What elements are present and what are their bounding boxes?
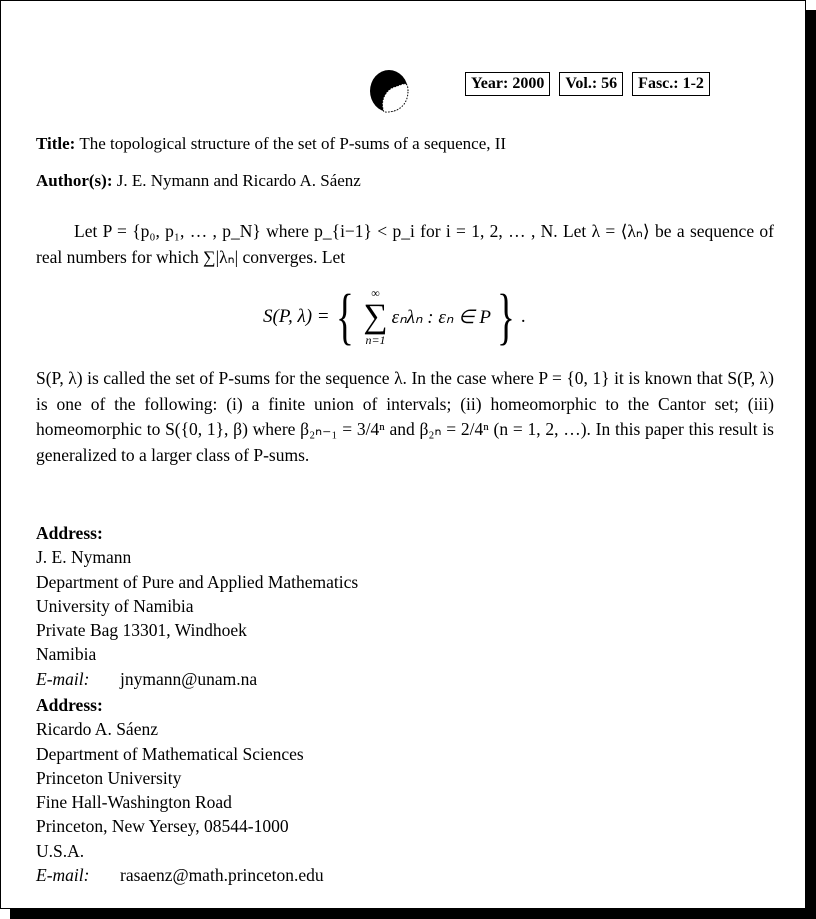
sum-upper-limit: ∞ [371,286,380,300]
email-address[interactable]: jnymann@unam.na [120,668,258,689]
abstract-paragraph-1: Let P = {p₀, p₁, … , p_N} where p_{i−1} < p_i for i = 1, 2, … , N. Let λ = ⟨λₙ⟩ be a sequence of real numbers for which ∑|λₙ| converges. Let [36,221,774,267]
equation-lhs: S(P, λ) = [263,306,330,327]
left-brace: { [335,283,354,351]
address-line: Fine Hall-Washington Road [36,792,232,813]
address-block-1 [36,521,358,691]
address-line: Princeton, New Yersey, 08544-1000 [36,816,289,837]
title-line [36,134,506,154]
email-label: E-mail: [36,865,90,886]
display-equation [263,283,526,351]
email-line [36,667,358,691]
address-line: Department of Mathematical Sciences [36,743,304,764]
issue-info [465,72,710,96]
address-line: University of Namibia [36,595,194,616]
right-brace: } [497,283,515,351]
address-label: Address: [36,695,103,715]
volume-badge: Vol.: 56 [559,72,623,96]
title-label: Title: [36,134,76,153]
email-label: E-mail: [36,668,90,689]
fascicle-badge: Fasc.: 1-2 [632,72,710,96]
authors-text: J. E. Nymann and Ricardo A. Sáenz [116,171,361,190]
equation-body: εₙλₙ : εₙ ∈ P [391,306,492,328]
address-label: Address: [36,523,103,543]
address-block-2 [36,693,324,887]
authors-label: Author(s): [36,171,113,190]
address-line: J. E. Nymann [36,547,132,568]
authors-line [36,171,361,191]
address-line: Namibia [36,644,97,665]
email-line [36,863,324,887]
sum-lower-limit: n=1 [365,333,386,347]
equation-end: . [520,306,526,327]
sum-symbol: ∞ ∑ n=1 [363,286,388,347]
abstract-paragraph-2: S(P, λ) is called the set of P-sums for the sequence λ. In the case where P = {0, 1} it is known that S(P, λ) is one of the following: (i) a finite union of intervals; (ii) homeomorphic to the Cantor set; (iii) homeomorphic to S({0, 1}, β) where β₂ₙ₋₁ = 3/4ⁿ and β₂ₙ = 2/4ⁿ (n = 1, 2, …). In this paper this result is generalized to a larger class of P-sums. [36,368,774,465]
address-line: Department of Pure and Applied Mathematics [36,571,359,592]
address-line: U.S.A. [36,840,85,861]
address-line: Princeton University [36,767,182,788]
year-badge: Year: 2000 [465,72,550,96]
journal-logo-icon [368,69,410,113]
address-line: Private Bag 13301, Windhoek [36,620,247,641]
paper-title: The topological structure of the set of P-sums of a sequence, II [79,134,507,153]
email-address[interactable]: rasaenz@math.princeton.edu [120,865,324,886]
address-line: Ricardo A. Sáenz [36,719,158,740]
